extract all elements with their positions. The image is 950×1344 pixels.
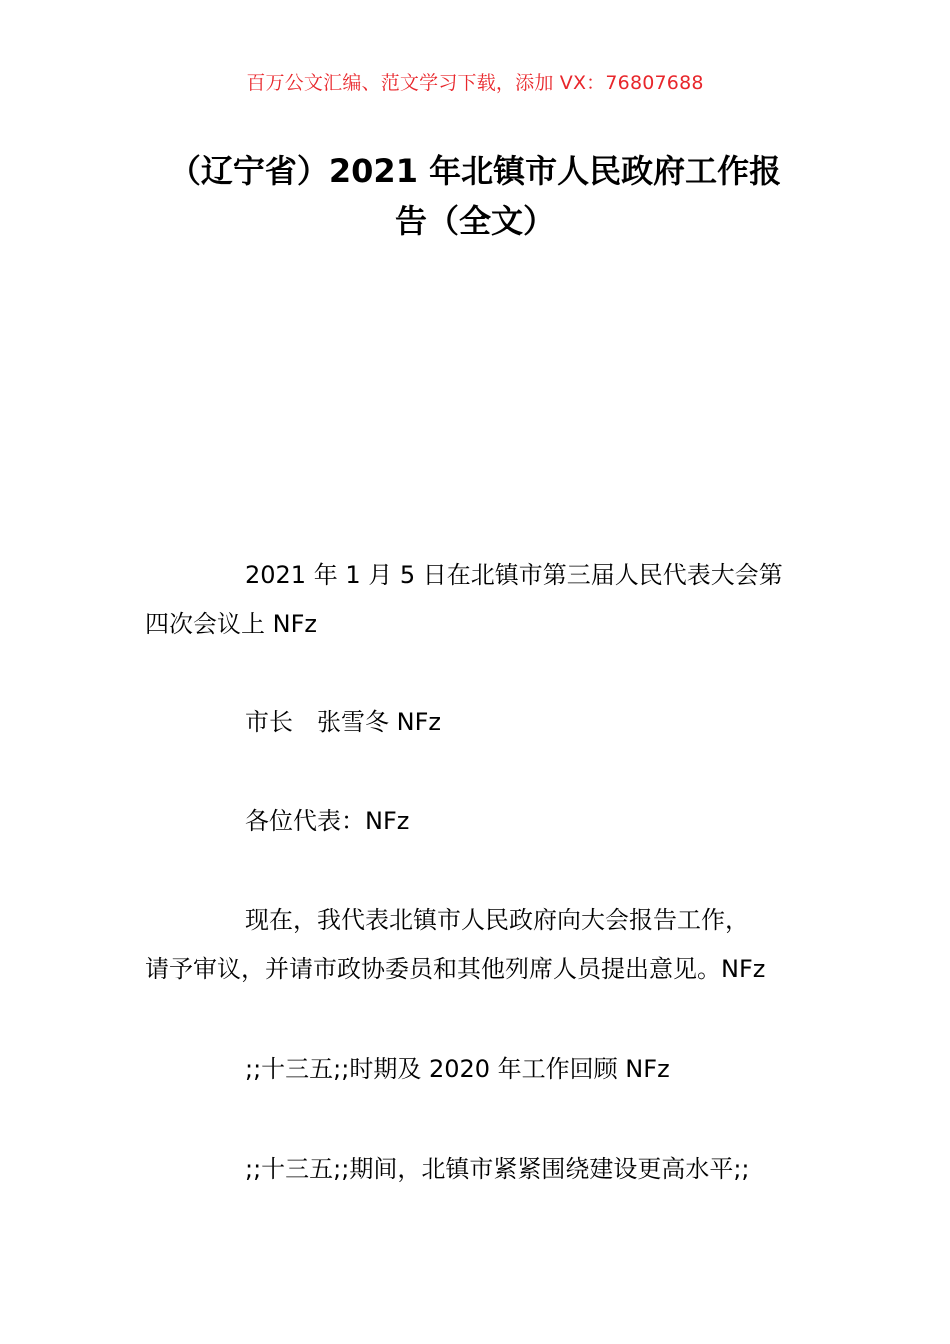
paragraph-line: 现在，我代表北镇市人民政府向大会报告工作， [245,906,749,934]
paragraph-salutation: 各位代表：NFz [245,807,410,835]
paragraph-date-venue [145,551,810,649]
section-heading: ;;十三五;;时期及 2020 年工作回顾 NFz [245,1055,670,1083]
title-line-1: （辽宁省）2021 年北镇市人民政府工作报 [168,152,782,190]
paragraph-line: 四次会议上 NFz [145,610,317,638]
paragraph-line: 2021 年 1 月 5 日在北镇市第三届人民代表大会第 [245,561,783,589]
paragraph-body: ;;十三五;;期间，北镇市紧紧围绕建设更高水平;; [245,1155,750,1183]
document-title [140,146,810,246]
paragraph-line: 请予审议，并请市政协委员和其他列席人员提出意见。NFz [145,955,766,983]
paragraph-opening [145,896,810,994]
paragraph-speaker: 市长 张雪冬 NFz [245,708,441,736]
header-watermark-note: 百万公文汇编、范文学习下载，添加 VX：76807688 [246,72,704,94]
title-line-2: 告（全文） [394,202,555,240]
